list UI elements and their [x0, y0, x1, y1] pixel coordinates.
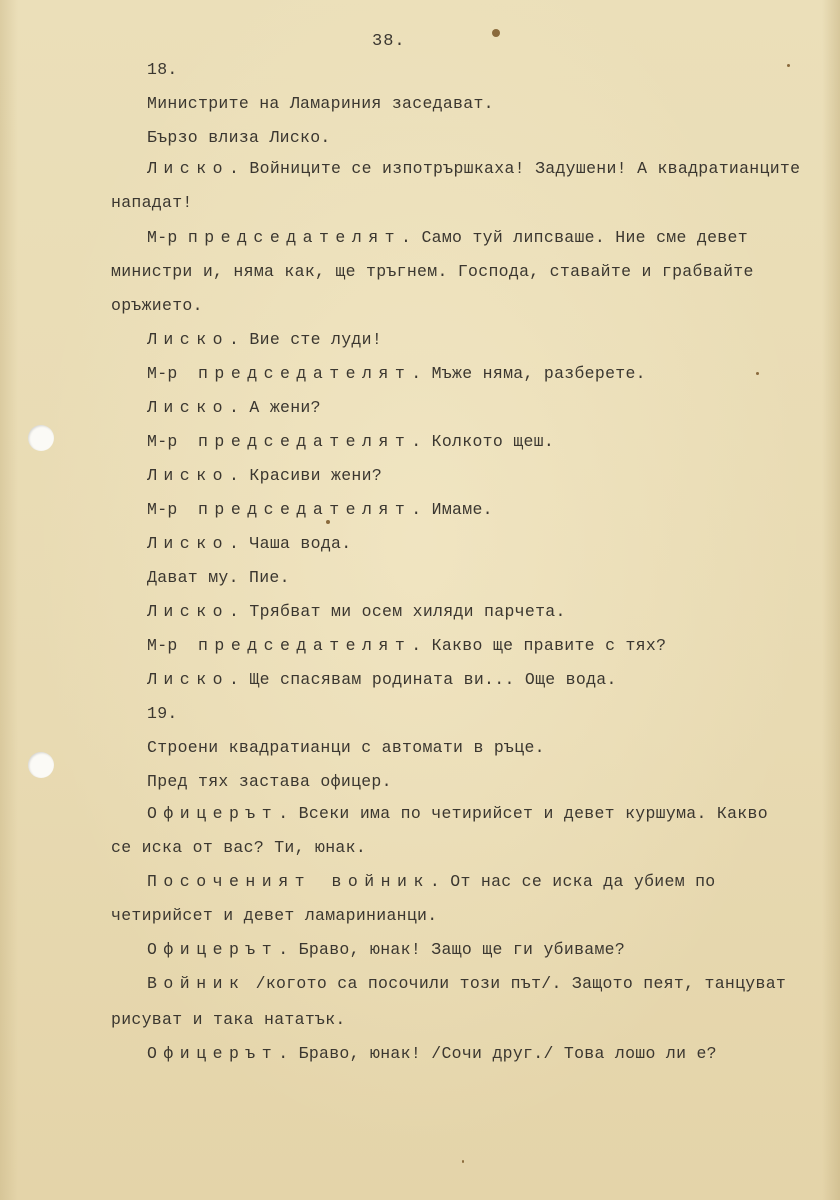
line-text: . Имаме.: [411, 500, 493, 519]
text-line: [147, 636, 666, 656]
speaker-name: Офицерът: [147, 804, 279, 823]
ink-speck: [492, 29, 500, 37]
line-text: . Колкото щеш.: [411, 432, 555, 451]
ink-speck: [756, 372, 759, 375]
text-line: [147, 704, 178, 724]
text-line: [147, 804, 768, 824]
text-line: [111, 193, 193, 213]
speaker-name: Лиско: [147, 398, 230, 417]
text-line: [147, 974, 786, 994]
text-line: [147, 1044, 717, 1064]
line-text: М-р: [147, 364, 199, 383]
line-text: Министрите на Ламариния заседават.: [147, 94, 494, 113]
speaker-name: председателят: [198, 432, 412, 451]
line-text: . Само туй липсваше. Ние сме девет: [401, 228, 748, 247]
text-line: [147, 670, 617, 690]
speaker-name: Лиско: [147, 534, 230, 553]
line-text: . А жени?: [229, 398, 321, 417]
line-text: М-р: [147, 500, 199, 519]
line-text: . Браво, юнак! /Сочи друг./ Това лошо ли е?: [278, 1044, 717, 1063]
ink-speck: [787, 64, 790, 67]
line-text: Дават му. Пие.: [147, 568, 290, 587]
line-text: М-р: [147, 228, 188, 247]
speaker-name: председателят: [187, 228, 402, 247]
line-text: . Какво ще правите с тях?: [411, 636, 667, 655]
line-text: . Трябват ми осем хиляди парчета.: [229, 602, 566, 621]
text-line: [147, 60, 178, 80]
line-text: /когото са посочили този път/. Защото пеят, танцуват: [245, 974, 787, 993]
line-text: Пред тях застава офицер.: [147, 772, 392, 791]
text-line: [111, 296, 203, 316]
text-line: [147, 738, 545, 758]
line-text: рисуват и така нататък.: [111, 1010, 346, 1029]
line-text: . Браво, юнак! Защо ще ги убиваме?: [278, 940, 626, 959]
line-text: се иска от вас? Ти, юнак.: [111, 838, 367, 857]
punch-hole-bottom: [28, 752, 54, 778]
text-line: [111, 1010, 346, 1030]
text-line: [147, 432, 554, 452]
line-text: четирийсет и девет ламаринианци.: [111, 906, 438, 925]
line-text: . Войниците се изпотрършкаха! Задушени! А квадратианците: [229, 159, 801, 178]
left-edge-shadow: [0, 0, 18, 1200]
text-line: [147, 568, 290, 588]
line-text: 18.: [147, 60, 178, 79]
speaker-name: войник: [331, 872, 430, 891]
text-line: [147, 772, 392, 792]
text-line: [147, 500, 493, 520]
punch-hole-top: [28, 425, 54, 451]
speaker-name: Лиско: [147, 159, 230, 178]
text-line: [147, 94, 494, 114]
speaker-name: Лиско: [147, 330, 230, 349]
line-text: 19.: [147, 704, 178, 723]
speaker-name: председателят: [198, 364, 412, 383]
line-text: нападат!: [111, 193, 193, 212]
line-text: . От нас се иска да убием по: [429, 872, 716, 891]
text-line: [147, 466, 382, 486]
speaker-name: Офицерът: [147, 1044, 279, 1063]
line-text: . Красиви жени?: [229, 466, 383, 485]
text-line: [147, 128, 331, 148]
line-text: Строени квадратианци с автомати в ръце.: [147, 738, 545, 757]
speaker-name: председателят: [198, 636, 412, 655]
speaker-name: Офицерът: [147, 940, 279, 959]
line-text: М-р: [147, 432, 199, 451]
text-line: [111, 906, 437, 926]
line-text: . Всеки има по четирийсет и девет куршума. Какво: [278, 804, 768, 823]
line-text: оръжието.: [111, 296, 203, 315]
line-text: . Чаша вода.: [229, 534, 352, 553]
line-text: . Мъже няма, разберете.: [411, 364, 646, 383]
line-text: . Вие сте луди!: [229, 330, 383, 349]
speaker-name: Лиско: [147, 602, 230, 621]
speaker-name: Лиско: [147, 670, 230, 689]
line-text: [311, 872, 331, 891]
line-text: М-р: [147, 636, 199, 655]
ink-speck: [462, 1160, 464, 1163]
speaker-name: Лиско: [147, 466, 230, 485]
text-line: [147, 159, 800, 179]
text-line: [147, 330, 382, 350]
ink-speck: [326, 520, 330, 524]
text-line: [147, 534, 351, 554]
text-line: [147, 398, 321, 418]
right-edge-shadow: [822, 0, 840, 1200]
text-line: [147, 602, 566, 622]
text-line: [147, 228, 748, 248]
text-line: [111, 838, 366, 858]
line-text: . Ще спасявам родината ви... Още вода.: [229, 670, 617, 689]
line-text: министри и, няма как, ще тръгнем. Господа, ставайте и грабвайте: [111, 262, 754, 281]
speaker-name: Посоченият: [147, 872, 312, 891]
page-number: 38.: [372, 32, 406, 51]
text-line: [147, 364, 646, 384]
speaker-name: Войник: [147, 974, 246, 993]
speaker-name: председателят: [198, 500, 412, 519]
text-line: [111, 262, 754, 282]
text-line: [147, 940, 625, 960]
line-text: Бързо влиза Лиско.: [147, 128, 331, 147]
text-line: [147, 872, 716, 892]
